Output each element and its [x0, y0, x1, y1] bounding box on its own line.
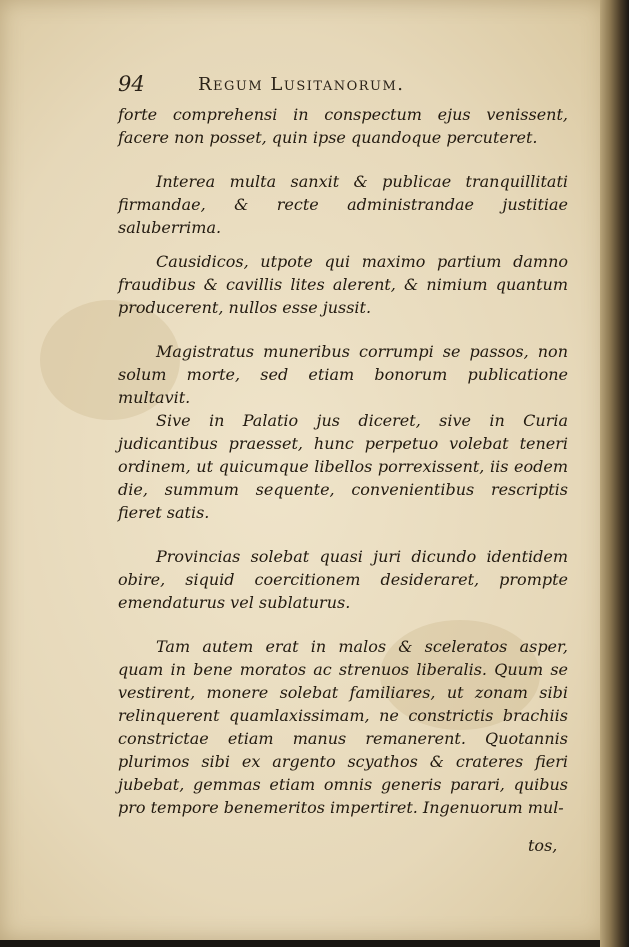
- paragraph: Magistratus muneribus corrumpi se passos, non solum morte, sed etiam bonorum publicatione multavit.: [118, 342, 568, 407]
- paragraph: Provincias solebat quasi juri dicundo identidem obire, siquid coercitionem desideraret, prompte emendaturus vel sublaturus.: [118, 547, 568, 612]
- catchword: tos,: [528, 836, 558, 855]
- paragraph: Tam autem erat in malos & sceleratos asper, quam in bene moratos ac strenuos liberalis. Quum se vestirent, monere solebat familiares, ut zonam sibi relinquerent quamlaxissimam, ne constrictis brachiis constrictae etiam manus remanerent. Quotannis plurimos sibi ex argento scyathos & crateres fieri jubebat, gemmas etiam omnis generis parari, quibus pro tempore benemeritos impertiret. Ingenuorum mul-: [118, 637, 568, 817]
- body-text: [118, 103, 568, 819]
- running-head: Regum Lusitanorum.: [198, 74, 405, 95]
- paragraph: Causidicos, utpote qui maximo partium damno fraudibus & cavillis lites alerent, & nimium quantum producerent, nullos esse jussit.: [118, 252, 568, 317]
- paragraph: forte comprehensi in conspectum ejus venissent, facere non posset, quin ipse quandoque percuteret.: [118, 105, 568, 147]
- page-header: [118, 70, 498, 100]
- page-number: 94: [118, 72, 145, 96]
- paragraph: Interea multa sanxit & publicae tranquillitati firmandae, & recte administrandae justitiae saluberrima.: [118, 172, 568, 237]
- paragraph: Sive in Palatio jus diceret, sive in Curia judicantibus praesset, hunc perpetuo volebat teneri ordinem, ut quicumque libellos porrexissent, iis eodem die, summum sequente, convenientibus rescriptis fieret satis.: [118, 411, 568, 522]
- book-gutter: [600, 0, 629, 947]
